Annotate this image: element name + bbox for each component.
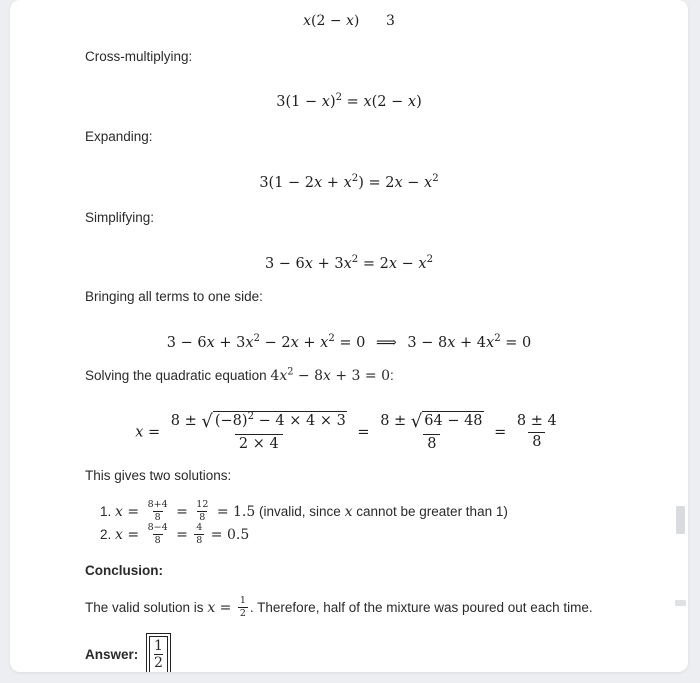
equation-one-side: $3 - 6x + 3x^2 - 2x + x^2 = 0$ ⟹ $3 - 8x + 4x^2 = 0$ — [166, 333, 532, 351]
answer-line — [85, 633, 171, 672]
chat-message-card — [10, 0, 688, 672]
answer-box: 1 2 — [146, 633, 171, 672]
fraction-one-half: $\frac{1}{2}$ — [239, 595, 246, 619]
scrollbar-thumb[interactable] — [676, 506, 685, 534]
fraction-quadratic: $\frac{8 \pm √ (-8)^2 - 4 \times 4 \times 3}{2 \times 4}$ — [170, 411, 346, 452]
solution-item-1: 1. x = $\frac{8+4}{8}$ = $\frac{12}{8}$ = 1.5 (invalid, since x cannot be greater than 1) — [100, 499, 508, 523]
solving-prefix: Solving the quadratic equation — [85, 368, 271, 383]
equation-fragment-top: x(2 − x) 3 — [303, 13, 395, 29]
label-conclusion: Conclusion: — [85, 563, 163, 578]
equation-quadratic-formula: x = $\frac{8 \pm √ (-8)^2 - 4 \times 4 \times 3}{2 \times 4}$ = $\frac{8 \pm √ 64 - 48}{8}$ = $\frac{8 \pm 4}{8}$ — [10, 412, 688, 453]
label-bringing-terms: Bringing all terms to one side: — [85, 289, 263, 304]
fraction-8minus4-over-8: $\frac{8-4}{8}$ — [147, 522, 168, 546]
scrollbar-marker — [675, 600, 686, 606]
equation-simplified: $3 - 6x + 3x^2 = 2x - x^2$ — [264, 254, 434, 272]
list-marker: 1. — [100, 503, 112, 519]
valid-solution-sentence: The valid solution is x = $\frac{1}{2}$ . Therefore, half of the mixture was poured out each time. — [85, 595, 593, 619]
label-solving-quadratic: Solving the quadratic equation $4x^2 - 8x + 3 = 0$: — [85, 366, 394, 384]
label-expanding: Expanding: — [85, 129, 153, 144]
label-two-solutions: This gives two solutions: — [85, 468, 232, 483]
equation-expanded: $3(1 - 2x + x^2) = 2x - x^2$ — [259, 173, 439, 191]
label-simplifying: Simplifying: — [85, 210, 155, 225]
equation-cross-multiplied: $3(1 - x)^2 = x(2 - x)$ — [276, 92, 422, 110]
solution-item-2: 2. x = $\frac{8-4}{8}$ = $\frac{4}{8}$ = 0.5 — [100, 522, 250, 546]
fraction-sqrt-16: $\frac{8 \pm √ 64 - 48}{8}$ — [380, 411, 483, 452]
fraction-12-over-8: $\frac{12}{8}$ — [196, 499, 209, 523]
fraction-8plus4-over-8: $\frac{8+4}{8}$ — [147, 499, 168, 523]
fragment-right: 3 — [385, 13, 395, 29]
label-cross-multiplying: Cross-multiplying: — [85, 49, 193, 64]
fraction-8-pm-4: $\frac{8 \pm 4}{8}$ — [516, 412, 557, 450]
answer-label: Answer: — [85, 646, 139, 662]
fraction-4-over-8: $\frac{4}{8}$ — [196, 522, 203, 546]
list-marker: 2. — [100, 526, 112, 542]
